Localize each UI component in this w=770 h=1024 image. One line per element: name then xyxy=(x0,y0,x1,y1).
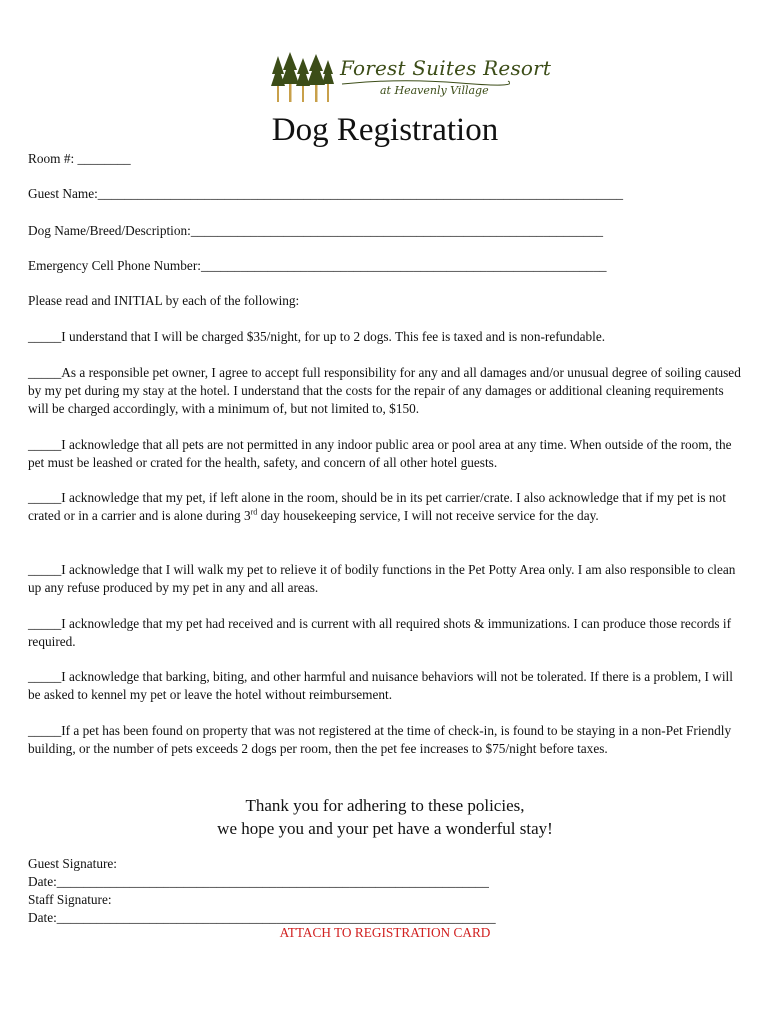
policy-item xyxy=(28,489,746,525)
thank-you-line-1: Thank you for adhering to these policies, xyxy=(245,796,525,815)
policy-text: I acknowledge that barking, biting, and other harmful and nuisance behaviors will not be tolerated. If there is a problem, I will be asked to kennel my pet or leave the hotel without reimbursement. xyxy=(28,669,733,702)
attach-notice: ATTACH TO REGISTRATION CARD xyxy=(279,925,491,940)
initial-blank[interactable]: _____ xyxy=(28,669,62,684)
thank-you-line-2: we hope you and your pet have a wonderful stay! xyxy=(217,819,553,838)
policy-item xyxy=(28,561,746,597)
policy-text: As a responsible pet owner, I agree to accept full responsibility for any and all damages and/or unusual degree of soiling caused by my pet during my stay at the hotel. I understand that the costs for the repair of any damages or additional cleaning requirements will be charged accordingly, with a minimum of, but not limited to, $150. xyxy=(28,365,741,416)
initial-blank[interactable]: _____ xyxy=(28,562,62,577)
initial-blank[interactable]: _____ xyxy=(28,490,62,505)
initial-blank[interactable]: _____ xyxy=(28,616,62,631)
initial-blank[interactable]: _____ xyxy=(28,723,62,738)
policy-item xyxy=(28,436,746,472)
initial-blank[interactable]: _____ xyxy=(28,329,62,344)
policy-item xyxy=(28,722,746,758)
initial-blank[interactable]: _____ xyxy=(28,437,62,452)
guest-date-field[interactable]: Date:_________________________________________________________________ xyxy=(28,874,489,889)
policy-text: day housekeeping service, I will not receive service for the day. xyxy=(257,508,599,523)
policy-item xyxy=(28,328,746,346)
policy-text: I acknowledge that my pet had received and is current with all required shots & immunizations. I can produce those records if required. xyxy=(28,616,732,649)
resort-logo xyxy=(270,52,552,106)
instruction-text: Please read and INITIAL by each of the following: xyxy=(28,293,300,308)
guest-signature-label: Guest Signature: xyxy=(28,856,118,871)
logo-subtitle: at Heavenly Village xyxy=(380,84,489,97)
logo-name: Forest Suites Resort xyxy=(340,56,552,80)
policy-item xyxy=(28,364,746,418)
policy-text: I acknowledge that my pet, if left alone in the room, should be in its pet carrier/crate. I also acknowledge that if my pet is not crated or in a carrier and is alone during 3 xyxy=(28,490,726,523)
room-number-field[interactable]: Room #: ________ xyxy=(28,151,131,166)
dog-description-field[interactable]: Dog Name/Breed/Description:______________________________________________________________ xyxy=(28,223,604,238)
policy-text: I acknowledge that I will walk my pet to relieve it of bodily functions in the Pet Potty Area only. I am also responsible to clean up any refuse produced by my pet in any and all areas. xyxy=(28,562,736,595)
policy-item xyxy=(28,668,746,704)
page-title: Dog Registration xyxy=(271,112,499,148)
staff-date-field[interactable]: Date:__________________________________________________________________ xyxy=(28,910,496,925)
staff-signature-label: Staff Signature: xyxy=(28,892,112,907)
pine-trees-icon xyxy=(270,52,340,104)
initial-blank[interactable]: _____ xyxy=(28,365,62,380)
policy-text: I acknowledge that all pets are not permitted in any indoor public area or pool area at any time. When outside of the room, the pet must be leashed or crated for the health, safety, and concern of all other hotel guests. xyxy=(28,437,732,470)
ordinal-suffix: rd xyxy=(250,507,258,517)
guest-name-field[interactable]: Guest Name:_______________________________________________________________________________ xyxy=(28,186,624,201)
emergency-phone-field[interactable]: Emergency Cell Phone Number:_____________________________________________________________ xyxy=(28,258,607,273)
policy-text: I understand that I will be charged $35/night, for up to 2 dogs. This fee is taxed and is non-refundable. xyxy=(61,329,606,344)
policy-item xyxy=(28,615,746,651)
policy-text: If a pet has been found on property that was not registered at the time of check-in, is found to be staying in a non-Pet Friendly building, or the number of pets exceeds 2 dogs per room, then the pet fee increases to $75/night before taxes. xyxy=(28,723,732,756)
